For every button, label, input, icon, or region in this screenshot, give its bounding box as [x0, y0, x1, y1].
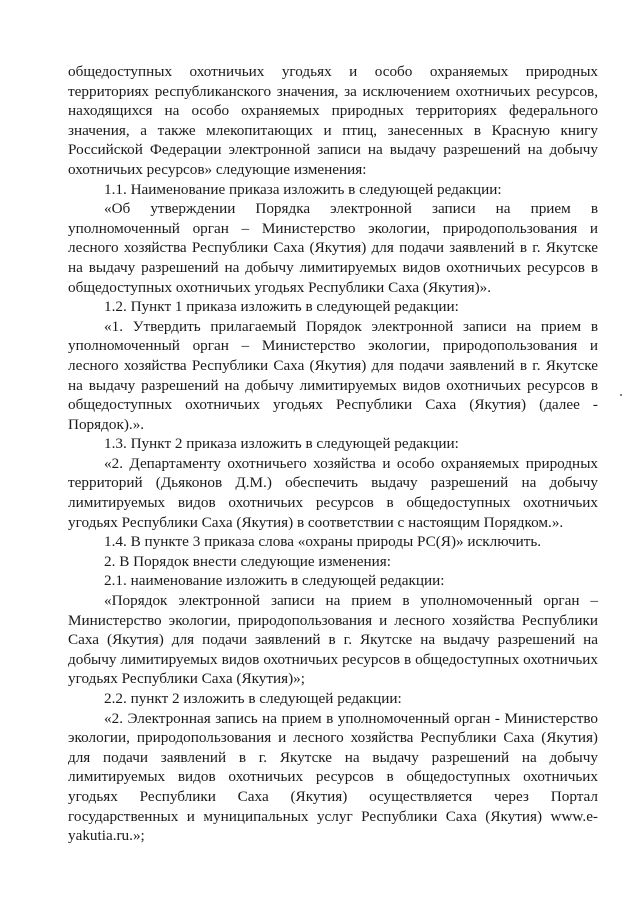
- paragraph-item-1-4: 1.4. В пункте 3 приказа слова «охраны природы РС(Я)» исключить.: [104, 533, 542, 551]
- paragraph-quote-procedure-title: «Порядок электронной записи на прием в уполномоченный орган – Министерство экологии, природопользования и лесного хозяйства Республики Саха (Якутия) для подачи заявлений в г. Якутске на выдачу разрешений на добычу лимитируемых видов охотничьих ресурсов в общедоступных охотничьих угодьях Республики Саха (Якутия)»;: [68, 592, 598, 688]
- paragraph-item-1-2: 1.2. Пункт 1 приказа изложить в следующей редакции:: [104, 298, 459, 316]
- paragraph-quote-point-2: «2. Департаменту охотничьего хозяйства и особо охраняемых природных территорий (Дьяконов Д.М.) обеспечить выдачу разрешений на добычу лимитируемых видов охотничьих ресурсов в общедоступных охотничьих угодьях Республики Саха (Якутия) в соответствии с настоящим Порядком.».: [68, 454, 598, 531]
- paragraph-item-1-1: 1.1. Наименование приказа изложить в следующей редакции:: [104, 180, 502, 198]
- paragraph-item-2-2: 2.2. пункт 2 изложить в следующей редакции:: [104, 690, 402, 707]
- paragraph-quote-electronic-record: «2. Электронная запись на прием в уполномоченный орган - Министерство экологии, природопользования и лесного хозяйства Республики Саха (Якутия) для подачи заявлений в г. Якутске на выдачу разрешений на добычу лимитируемых видов охотничьих ресурсов в общедоступных охотничьих угодьях Республики Саха (Якутия) осуществляется через Портал государственных и муниципальных услуг Республики Саха (Якутия) www.e-yakutia.ru.»;: [68, 709, 598, 845]
- paragraph-item-1-3: 1.3. Пункт 2 приказа изложить в следующей редакции:: [104, 435, 459, 453]
- paragraph-quote-order-title: «Об утверждении Порядка электронной записи на прием в уполномоченный орган – Министерство экологии, природопользования и лесного хозяйства Республики Саха (Якутия) для подачи заявлений в г. Якутске на выдачу разрешений на добычу лимитируемых видов охотничьих ресурсов в общедоступных охотничьих угодьях Республики Саха (Якутия)».: [68, 200, 598, 296]
- paragraph-continuation: общедоступных охотничьих угодьях и особо охраняемых природных территориях республиканского значения, за исключением охотничьих ресурсов, находящихся на особо охраняемых природных территориях федерального значения, а также млекопитающих и птиц, занесенных в Красную книгу Российской Федерации электронной записи на выдачу разрешений на добычу охотничьих ресурсов» следующие изменения:: [68, 63, 598, 178]
- paragraph-quote-point-1: «1. Утвердить прилагаемый Порядок электронной записи на прием в уполномоченный орган – Министерство экологии, природопользования и лесного хозяйства Республики Саха (Якутия) для подачи заявлений в г. Якутске на выдачу разрешений на добычу лимитируемых видов охотничьих ресурсов в общедоступных охотничьих угодьях Республики Саха (Якутия) (далее - Порядок).».: [68, 317, 598, 433]
- paragraph-item-2-1: 2.1. наименование изложить в следующей редакции:: [104, 572, 445, 590]
- document-body: [68, 62, 598, 846]
- paragraph-item-2: 2. В Порядок внести следующие изменения:: [104, 552, 391, 570]
- scan-speck: [620, 394, 622, 396]
